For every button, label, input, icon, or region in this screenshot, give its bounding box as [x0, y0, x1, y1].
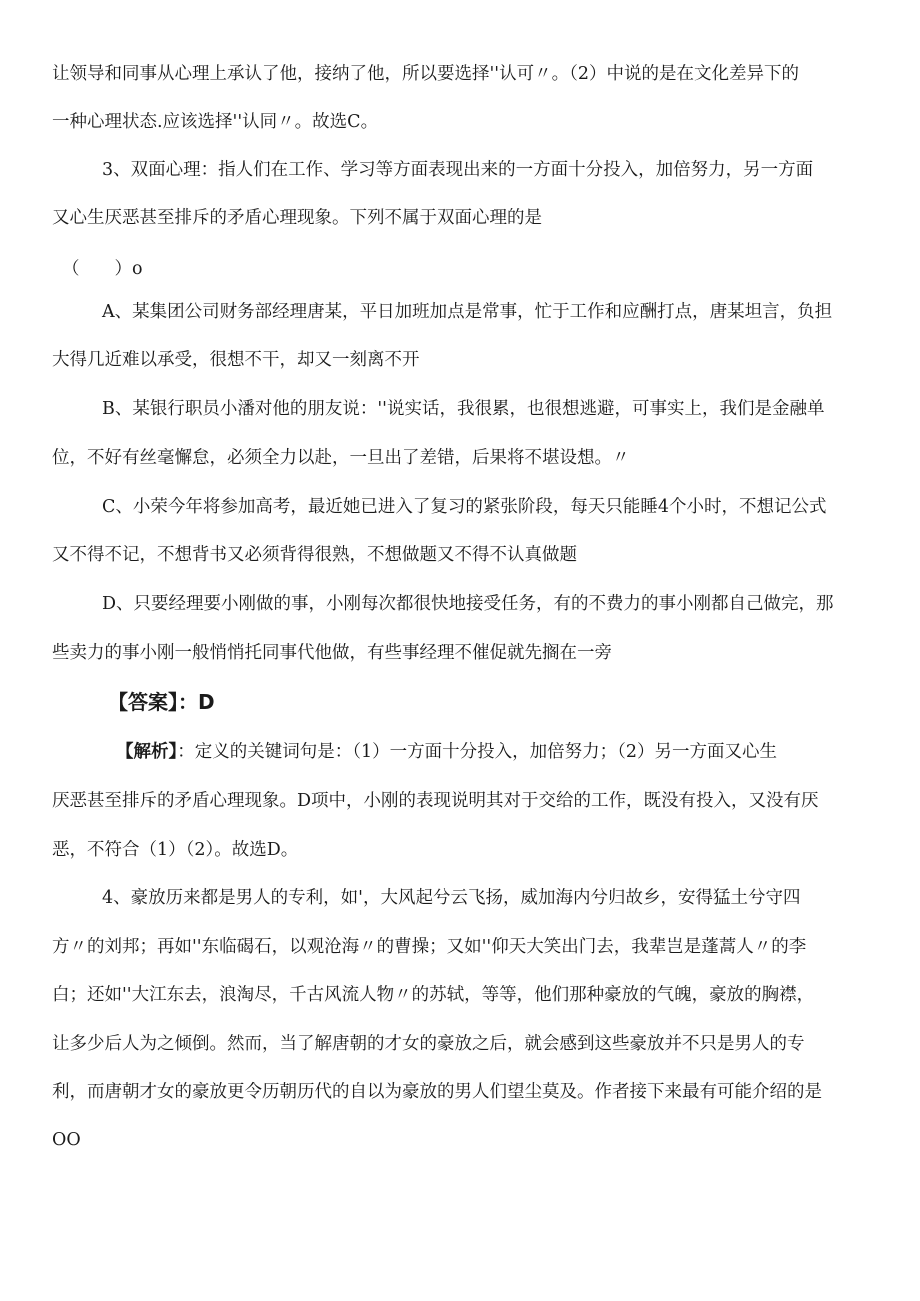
q3-option-a-line-2: 大得几近难以承受，很想不干，却又一刻离不开 — [52, 350, 420, 370]
q4-stem-line-2: 方〃的刘邦；再如''东临碣石，以观沧海〃的曹操；又如''仰天大笑出门去，我辈岂是蓬蒿人〃的李 — [52, 937, 807, 957]
q4-stem-line-5: 利，而唐朝才女的豪放更令历朝历代的自以为豪放的男人们望尘莫及。作者接下来最有可能介绍的是 — [52, 1082, 822, 1102]
q3-answer: 【答案】：D — [108, 690, 215, 714]
q4-stem-line-3: 白；还如''大江东去，浪淘尽，千古风流人物〃的苏轼，等等，他们那种豪放的气魄，豪放的胸襟， — [52, 985, 815, 1005]
prev-explanation-line-1: 让领导和同事从心理上承认了他，接纳了他，所以要选择''认可〃。（2）中说的是在文化差异下的 — [52, 64, 800, 84]
q3-option-d-line-2: 些卖力的事小刚一般悄悄托同事代他做，有些事经理不催促就先搁在一旁 — [52, 643, 612, 663]
q3-stem-line-1: 3、双面心理：指人们在工作、学习等方面表现出来的一方面十分投入，加倍努力，另一方面 — [102, 160, 814, 180]
q3-option-a-line-1: A、某集团公司财务部经理唐某，平日加班加点是常事，忙于工作和应酬打点，唐某坦言，负担 — [102, 302, 833, 322]
q3-option-d-line-1: D、只要经理要小刚做的事，小刚每次都很快地接受任务，有的不费力的事小刚都自己做完，那 — [102, 594, 834, 614]
q4-stem-line-4: 让多少后人为之倾倒。然而，当了解唐朝的才女的豪放之后，就会感到这些豪放并不只是男人的专 — [52, 1034, 805, 1054]
analysis-label: 【解析】 — [116, 742, 178, 762]
q3-option-c-line-2: 又不得不记，不想背书又必须背得很熟，不想做题又不得不认真做题 — [52, 545, 577, 565]
q3-option-b-line-2: 位，不好有丝毫懈怠，必须全力以赴，一旦出了差错，后果将不堪设想。〃 — [52, 448, 630, 468]
q3-option-b-line-1: B、某银行职员小潘对他的朋友说：''说实话，我很累，也很想逃避，可事实上，我们是金融单 — [102, 399, 825, 419]
analysis-text: ：定义的关键词句是：（1）一方面十分投入，加倍努力；（2）另一方面又心生 — [177, 742, 778, 762]
q3-analysis-line-3: 恶，不符合（1）（2）。故选D。 — [52, 840, 299, 860]
prev-explanation-line-2: 一种心理状态.应该选择''认同〃。故选C。 — [52, 112, 379, 132]
q3-option-c-line-1: C、小荣今年将参加高考，最近她已进入了复习的紧张阶段，每天只能睡4个小时，不想记公式 — [102, 497, 827, 517]
q4-answer-blank: OO — [52, 1130, 81, 1150]
q3-stem-line-2: 又心生厌恶甚至排斥的矛盾心理现象。下列不属于双面心理的是 — [52, 208, 542, 228]
q3-answer-blank: （ ）o — [62, 259, 143, 279]
q4-stem-line-1: 4、豪放历来都是男人的专利，如'，大风起兮云飞扬，威加海内兮归故乡，安得猛土兮守四 — [102, 888, 801, 908]
q3-analysis-line-2: 厌恶甚至排斥的矛盾心理现象。D项中，小刚的表现说明其对于交给的工作，既没有投入，又没有厌 — [52, 791, 819, 811]
q3-analysis-line-1 — [116, 740, 777, 764]
